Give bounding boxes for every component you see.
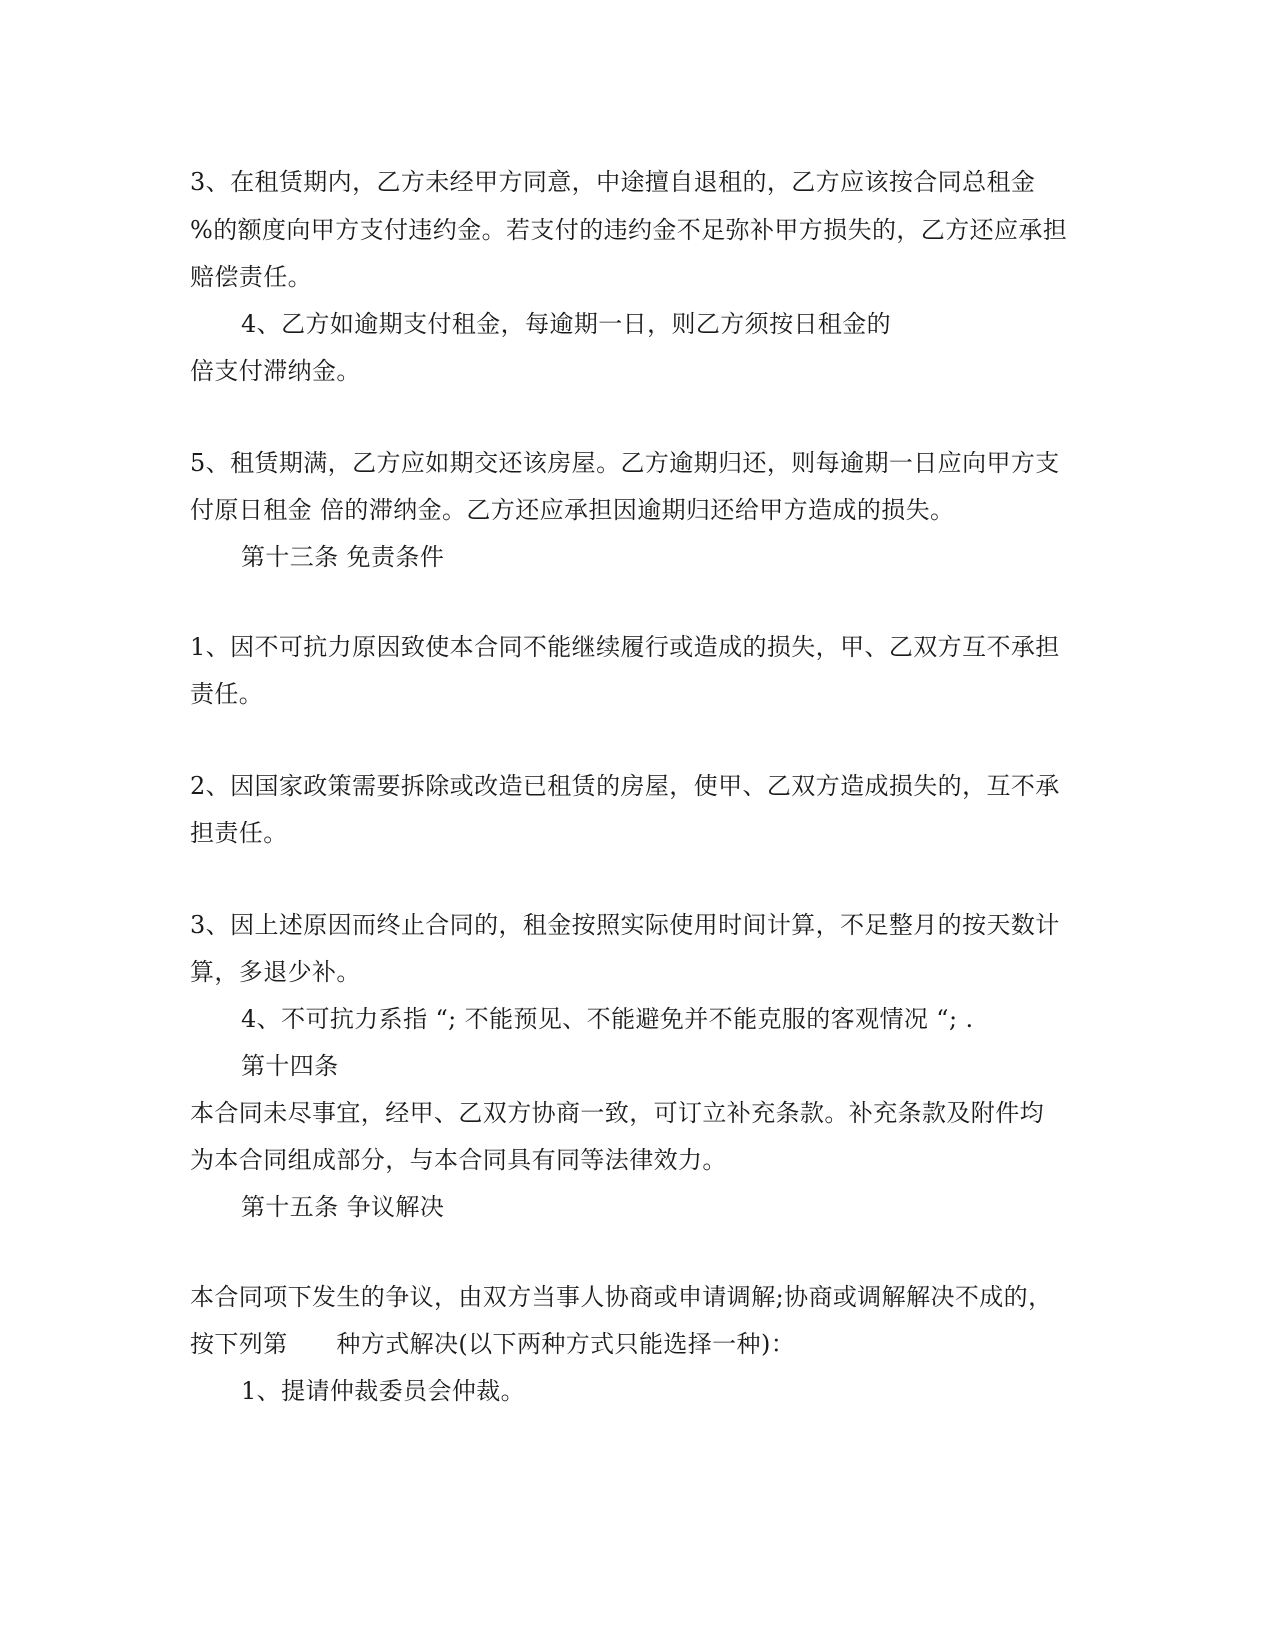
paragraph-line: 为本合同组成部分，与本合同具有同等法律效力。 <box>190 1146 727 1174</box>
paragraph-line: 2、因国家政策需要拆除或改造已租赁的房屋，使甲、乙双方造成损失的，互不承 <box>190 772 1060 800</box>
section-heading: 第十三条 免责条件 <box>241 543 445 571</box>
paragraph-line: 本合同未尽事宜，经甲、乙双方协商一致，可订立补充条款。补充条款及附件均 <box>190 1099 1044 1127</box>
paragraph-line: 3、因上述原因而终止合同的，租金按照实际使用时间计算，不足整月的按天数计 <box>190 911 1060 939</box>
paragraph-line: 倍支付滞纳金。 <box>190 357 361 385</box>
paragraph-line: 5、租赁期满，乙方应如期交还该房屋。乙方逾期归还，则每逾期一日应向甲方支 <box>190 449 1060 477</box>
paragraph-line: 4、乙方如逾期支付租金，每逾期一日，则乙方须按日租金的 <box>241 310 892 338</box>
section-heading: 第十四条 <box>241 1052 339 1080</box>
paragraph-line: 付原日租金 倍的滞纳金。乙方还应承担因逾期归还给甲方造成的损失。 <box>190 496 955 524</box>
paragraph-line: 本合同项下发生的争议，由双方当事人协商或申请调解;协商或调解解决不成的， <box>190 1283 1053 1311</box>
paragraph-line: %的额度向甲方支付违约金。若支付的违约金不足弥补甲方损失的，乙方还应承担 <box>190 216 1068 244</box>
section-heading: 第十五条 争议解决 <box>241 1193 445 1221</box>
paragraph-line: 赔偿责任。 <box>190 263 312 291</box>
paragraph-line: 按下列第 种方式解决(以下两种方式只能选择一种)： <box>190 1330 796 1358</box>
paragraph-line: 1、提请仲裁委员会仲裁。 <box>241 1377 526 1405</box>
paragraph-line: 1、因不可抗力原因致使本合同不能继续履行或造成的损失，甲、乙双方互不承担 <box>190 633 1060 661</box>
paragraph-line: 担责任。 <box>190 819 288 847</box>
paragraph-line: 算，多退少补。 <box>190 958 361 986</box>
paragraph-line: 3、在租赁期内，乙方未经甲方同意，中途擅自退租的，乙方应该按合同总租金 <box>190 168 1036 196</box>
paragraph-line: 4、不可抗力系指 “; 不能预见、不能避免并不能克服的客观情况 “; . <box>241 1005 974 1033</box>
paragraph-line: 责任。 <box>190 680 264 708</box>
